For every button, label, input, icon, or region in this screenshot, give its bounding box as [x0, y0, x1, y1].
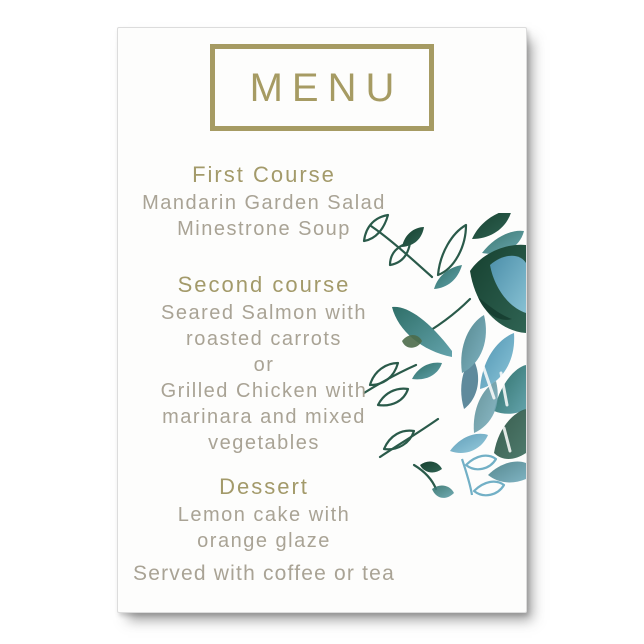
menu-title: MENU: [249, 65, 404, 110]
menu-item: Lemon cake with: [177, 504, 351, 526]
menu-item: Minestrone Soup: [177, 218, 351, 240]
menu-item: Mandarin Garden Salad: [142, 192, 386, 214]
menu-item: Grilled Chicken with: [160, 380, 368, 402]
second-course-heading: Second course: [177, 272, 351, 297]
section-dessert: [118, 472, 410, 554]
menu-content: [118, 160, 410, 588]
menu-card: [117, 27, 527, 613]
beverage-note: Served with coffee or tea: [133, 562, 395, 585]
section-first-course: [118, 160, 410, 242]
menu-item: vegetables: [208, 432, 320, 454]
menu-item: roasted carrots: [186, 328, 342, 350]
or-separator: or: [253, 354, 275, 376]
section-second-course: [118, 270, 410, 456]
menu-title-frame: [210, 44, 434, 131]
dessert-heading: Dessert: [219, 474, 309, 499]
menu-item: marinara and mixed: [162, 406, 366, 428]
first-course-heading: First Course: [192, 162, 336, 187]
menu-item: orange glaze: [197, 530, 331, 552]
menu-item: Seared Salmon with: [161, 302, 367, 324]
